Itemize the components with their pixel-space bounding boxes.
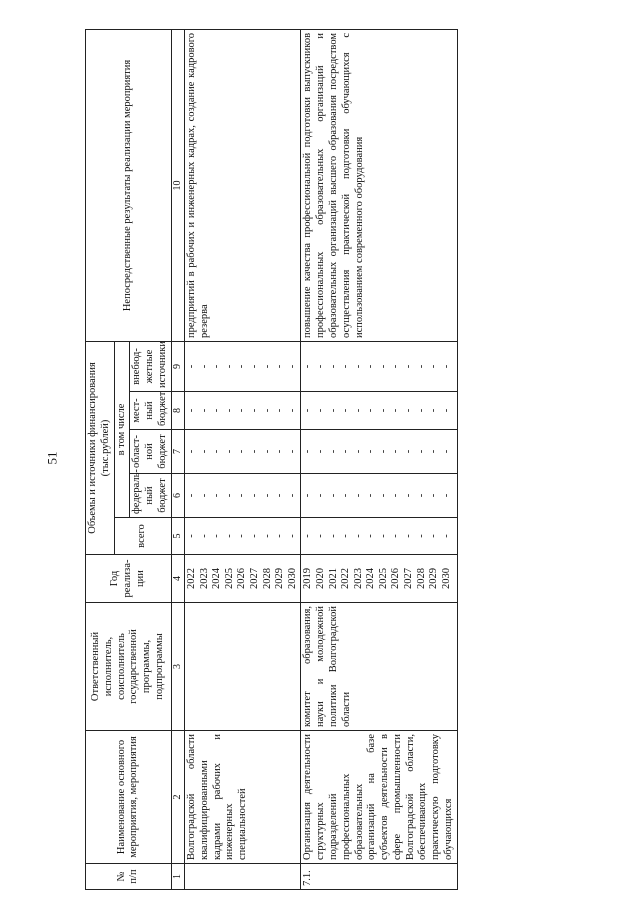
funding-value: - [440, 493, 452, 498]
program-table [85, 29, 458, 890]
year-value: 2026 [390, 568, 402, 589]
funding-value: - [314, 449, 326, 454]
funding-value: - [248, 534, 260, 538]
column-number: 2 [171, 731, 184, 864]
row-number [184, 864, 300, 890]
header-executor: Ответственный исполнитель, соисполнитель государственной программы, подпрограммы [86, 603, 172, 731]
funding-value: - [236, 408, 248, 413]
funding-value: - [377, 534, 389, 538]
year-value: 2024 [365, 568, 377, 589]
year-value: 2020 [314, 568, 326, 589]
funding-value: - [377, 493, 389, 498]
funding-value: - [236, 449, 248, 454]
funding-value: - [352, 534, 364, 538]
funding-value: - [302, 449, 314, 454]
row-number: 7.1. [301, 864, 458, 890]
year-value: 2024 [211, 568, 223, 589]
funding-value: - [248, 408, 260, 413]
column-number: 1 [171, 864, 184, 890]
funding-value: - [286, 534, 298, 538]
year-value: 2022 [185, 568, 197, 589]
year-value: 2023 [198, 568, 210, 589]
funding-value: - [403, 534, 415, 538]
funding-value: - [440, 408, 452, 413]
funding-value: - [352, 493, 364, 498]
header-year: Год реализа-ции [86, 555, 172, 603]
table-row [184, 29, 300, 889]
column-number: 3 [171, 603, 184, 731]
funding-value: - [274, 408, 286, 413]
funding-value: - [377, 408, 389, 413]
funding-value: - [274, 449, 286, 454]
table-row [301, 29, 458, 889]
funding-value: - [223, 364, 235, 369]
header-regional: област-ной бюджет [130, 430, 171, 474]
funding-value: - [198, 534, 210, 538]
funding-value: - [274, 493, 286, 498]
page-number: 51 [44, 451, 60, 465]
funding-value: - [327, 493, 339, 498]
funding-value: - [365, 493, 377, 498]
header-funding: Объемы и источники финансирования (тыс.рублей) [86, 341, 115, 554]
year-value: 2028 [261, 568, 273, 589]
funding-value: - [352, 364, 364, 369]
row-executor: комитет образования, науки и молодежной политики Волгоградской области [301, 603, 458, 731]
funding-value: - [302, 493, 314, 498]
funding-value: - [286, 449, 298, 454]
funding-values [184, 474, 300, 518]
funding-value: - [185, 493, 197, 498]
row-name: Волгоградской области квалифицированными кадрами рабочих и инженерных специальностей [184, 731, 300, 864]
row-name: Организация деятельности структурных подразделений профессиональных образовательных организаций на базе субъектов деятельности в сфере промышленности Волгоградской области, обеспечивающих практическую подготовку обучающихся [301, 731, 458, 864]
header-in-that-number: в том числе [114, 341, 130, 517]
funding-value: - [261, 493, 273, 498]
year-value: 2025 [377, 568, 389, 589]
funding-value: - [236, 364, 248, 369]
funding-value: - [286, 364, 298, 369]
funding-value: - [274, 364, 286, 369]
funding-value: - [365, 534, 377, 538]
funding-value: - [261, 364, 273, 369]
funding-value: - [198, 408, 210, 413]
funding-value: - [248, 364, 260, 369]
funding-value: - [198, 449, 210, 454]
funding-value: - [390, 364, 402, 369]
funding-value: - [248, 493, 260, 498]
year-value: 2025 [223, 568, 235, 589]
funding-value: - [223, 449, 235, 454]
funding-value: - [261, 534, 273, 538]
row-executor [184, 603, 300, 731]
header-results: Непосредственные результаты реализации мероприятия [86, 29, 172, 341]
funding-value: - [248, 449, 260, 454]
rotated-page [85, 30, 555, 890]
header-federal: федераль-ный бюджет [130, 474, 171, 518]
funding-value: - [428, 408, 440, 413]
funding-value: - [236, 493, 248, 498]
funding-value: - [440, 534, 452, 538]
column-number: 9 [171, 341, 184, 391]
funding-values [301, 341, 458, 391]
funding-value: - [302, 534, 314, 538]
funding-value: - [390, 534, 402, 538]
funding-values [301, 518, 458, 555]
year-value: 2023 [352, 568, 364, 589]
funding-value: - [365, 408, 377, 413]
funding-value: - [211, 449, 223, 454]
column-number: 10 [171, 29, 184, 341]
funding-value: - [440, 364, 452, 369]
funding-value: - [302, 364, 314, 369]
year-value: 2022 [340, 568, 352, 589]
year-value: 2019 [302, 568, 314, 589]
funding-value: - [403, 449, 415, 454]
column-number: 8 [171, 392, 184, 430]
funding-values [301, 474, 458, 518]
funding-value: - [377, 449, 389, 454]
column-number: 6 [171, 474, 184, 518]
year-value: 2029 [274, 568, 286, 589]
funding-values [301, 430, 458, 474]
funding-value: - [340, 449, 352, 454]
row-years [184, 555, 300, 603]
funding-value: - [327, 449, 339, 454]
funding-value: - [327, 408, 339, 413]
funding-value: - [223, 493, 235, 498]
funding-value: - [403, 364, 415, 369]
funding-values [301, 392, 458, 430]
row-years [301, 555, 458, 603]
funding-value: - [415, 534, 427, 538]
funding-value: - [314, 364, 326, 369]
funding-value: - [440, 449, 452, 454]
year-value: 2030 [286, 568, 298, 589]
funding-value: - [185, 449, 197, 454]
year-value: 2026 [236, 568, 248, 589]
row-result: повышение качества профессиональной подготовки выпускников профессиональных образовательных организаций и образовательных организаций высшего образования посредством осуществления практической подготовки обучающихся с использованием современного оборудования [301, 29, 458, 341]
year-value: 2027 [248, 568, 260, 589]
funding-value: - [340, 408, 352, 413]
funding-value: - [211, 408, 223, 413]
funding-value: - [340, 534, 352, 538]
year-value: 2028 [415, 568, 427, 589]
funding-value: - [365, 449, 377, 454]
funding-value: - [198, 493, 210, 498]
funding-value: - [390, 408, 402, 413]
funding-value: - [314, 493, 326, 498]
column-number: 5 [171, 518, 184, 555]
funding-value: - [365, 364, 377, 369]
funding-value: - [352, 408, 364, 413]
funding-value: - [223, 534, 235, 538]
year-value: 2030 [440, 568, 452, 589]
funding-value: - [185, 364, 197, 369]
funding-values [184, 392, 300, 430]
funding-value: - [274, 534, 286, 538]
funding-value: - [286, 408, 298, 413]
funding-value: - [314, 408, 326, 413]
funding-value: - [340, 364, 352, 369]
funding-values [184, 518, 300, 555]
column-numbers-row [171, 29, 184, 889]
funding-value: - [377, 364, 389, 369]
funding-value: - [415, 364, 427, 369]
funding-value: - [314, 534, 326, 538]
funding-value: - [403, 408, 415, 413]
funding-value: - [198, 364, 210, 369]
funding-value: - [223, 408, 235, 413]
funding-value: - [352, 449, 364, 454]
funding-value: - [211, 534, 223, 538]
funding-values [184, 341, 300, 391]
funding-value: - [185, 534, 197, 538]
funding-value: - [428, 364, 440, 369]
header-local: мест-ный бюджет [130, 392, 171, 430]
funding-value: - [428, 534, 440, 538]
funding-value: - [261, 408, 273, 413]
column-number: 4 [171, 555, 184, 603]
funding-value: - [340, 493, 352, 498]
year-value: 2027 [403, 568, 415, 589]
funding-value: - [261, 449, 273, 454]
funding-value: - [415, 408, 427, 413]
funding-value: - [415, 449, 427, 454]
funding-value: - [286, 493, 298, 498]
funding-value: - [211, 364, 223, 369]
funding-value: - [327, 364, 339, 369]
column-number: 7 [171, 430, 184, 474]
funding-value: - [236, 534, 248, 538]
year-value: 2021 [327, 568, 339, 589]
header-offbudget: внебюд-жетные источники [130, 341, 171, 391]
funding-value: - [327, 534, 339, 538]
funding-value: - [211, 493, 223, 498]
funding-value: - [415, 493, 427, 498]
funding-value: - [403, 493, 415, 498]
header-num: № п/п [86, 864, 172, 890]
year-value: 2029 [428, 568, 440, 589]
funding-value: - [428, 493, 440, 498]
funding-value: - [185, 408, 197, 413]
header-total: всего [114, 518, 171, 555]
funding-value: - [302, 408, 314, 413]
header-name: Наименование основного мероприятия, мероприятия [86, 731, 172, 864]
funding-value: - [428, 449, 440, 454]
row-result: предприятий в рабочих и инженерных кадрах, создание кадрового резерва [184, 29, 300, 341]
funding-value: - [390, 493, 402, 498]
funding-value: - [390, 449, 402, 454]
funding-values [184, 430, 300, 474]
